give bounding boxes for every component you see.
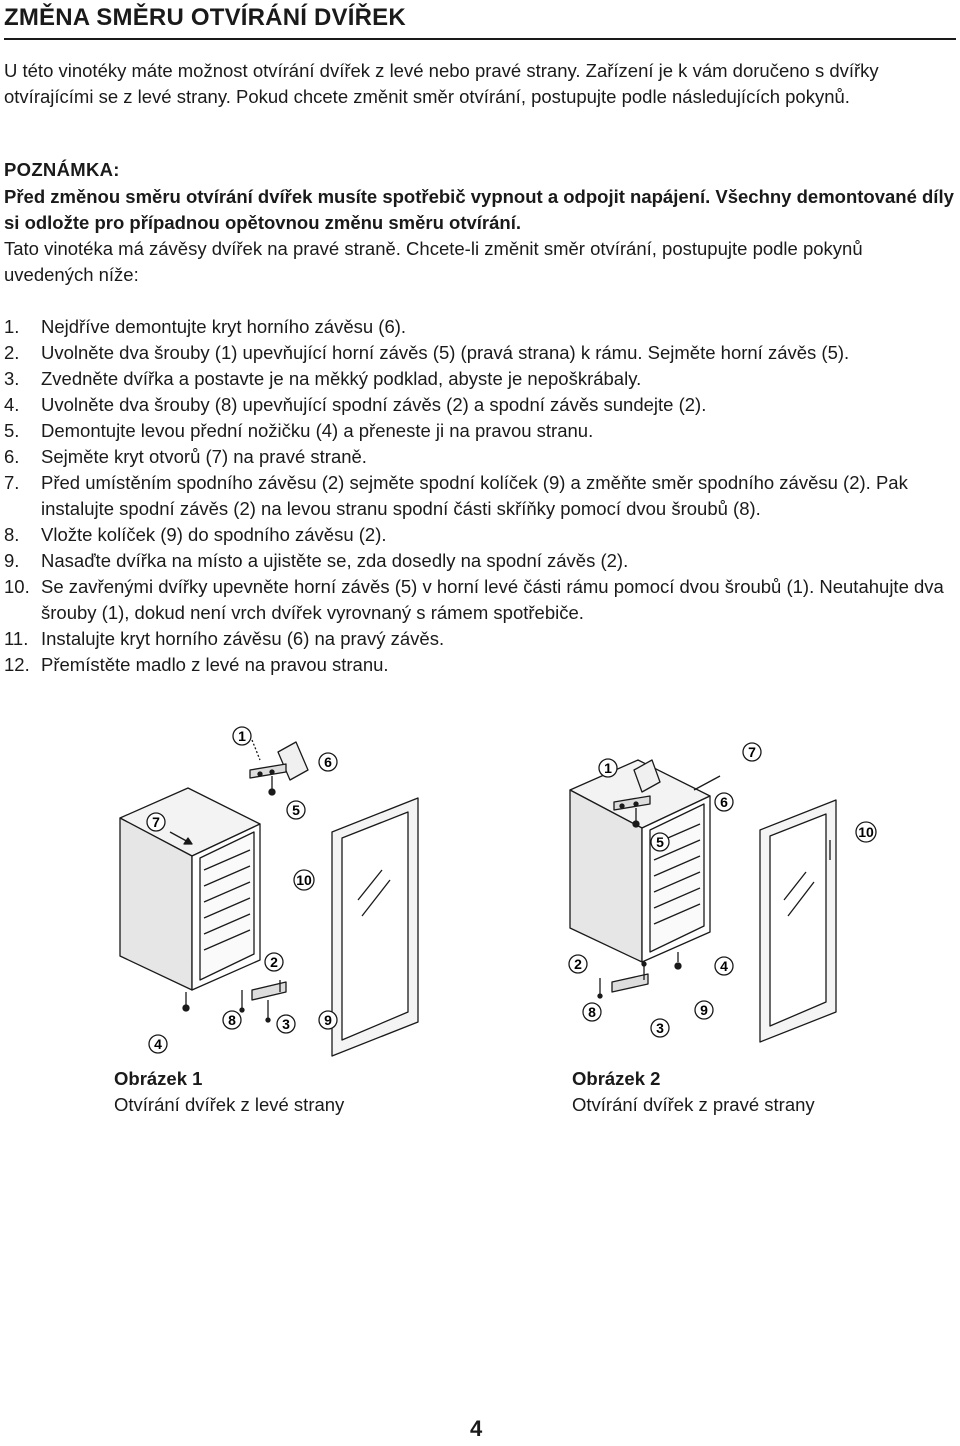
step-number: 5. [4, 420, 20, 441]
intro-paragraph: U této vinotéky máte možnost otvírání dvířek z levé nebo pravé strany. Zařízení je k vám doručeno s dvířky otvírajícími se z levé strany. Pokud chcete změnit směr otvírání, postupujte podle následujících pokynů. [4, 60, 879, 107]
step-number: 6. [4, 446, 20, 467]
note-warning-text: Před změnou směru otvírání dvířek musíte spotřebič vypnout a odpojit napájení. Všechny demontované díly si odložte pro případnou opětovnou změnu směru otvírání. [4, 186, 954, 233]
callout-label-9: 9 [324, 1012, 332, 1028]
callout-label-6: 6 [324, 754, 332, 770]
step-text: Uvolněte dva šrouby (8) upevňující spodní závěs (2) a spodní závěs sundejte (2). [41, 394, 707, 415]
title-divider [4, 38, 956, 40]
callout-label-7: 7 [748, 744, 756, 760]
step-item [4, 366, 956, 392]
step-number: 8. [4, 524, 20, 545]
step-text: Přemístěte madlo z levé na pravou stranu. [41, 654, 389, 675]
callout-label-2: 2 [574, 956, 582, 972]
step-item [4, 392, 956, 418]
step-number: 1. [4, 316, 20, 337]
callout-label-4: 4 [154, 1036, 162, 1052]
callout-label-1: 1 [238, 728, 246, 744]
figure-1-illustration [100, 720, 440, 1060]
step-item [4, 314, 956, 340]
step-number: 10. [4, 576, 30, 597]
figure-1-caption [114, 1066, 344, 1118]
step-item [4, 340, 956, 366]
step-text: Nejdříve demontujte kryt horního závěsu (6). [41, 316, 407, 337]
callout-label-3: 3 [656, 1020, 664, 1036]
step-text: Demontujte levou přední nožičku (4) a přeneste ji na pravou stranu. [41, 420, 594, 441]
figure-1-diagram [100, 720, 440, 1060]
step-number: 11. [4, 628, 29, 649]
callout-label-7: 7 [152, 814, 160, 830]
step-text: Nasaďte dvířka na místo a ujistěte se, zda dosedly na spodní závěs (2). [41, 550, 629, 571]
callout-label-4: 4 [720, 958, 728, 974]
step-text: Vložte kolíček (9) do spodního závěsu (2). [41, 524, 387, 545]
instruction-steps [4, 314, 956, 678]
callout-label-8: 8 [228, 1012, 236, 1028]
callout-label-9: 9 [700, 1002, 708, 1018]
step-item [4, 522, 956, 548]
step-number: 12. [4, 654, 30, 675]
step-number: 9. [4, 550, 20, 571]
step-item [4, 574, 956, 626]
callout-label-1: 1 [604, 760, 612, 776]
step-number: 3. [4, 368, 20, 389]
callout-label-6: 6 [720, 794, 728, 810]
figure-2-caption [572, 1066, 815, 1118]
page-number: 4 [470, 1416, 483, 1441]
callout-label-3: 3 [282, 1016, 290, 1032]
step-text: Před umístěním spodního závěsu (2) sejměte spodní kolíček (9) a změňte směr spodního závěsu (2). Pak instalujte spodní závěs (2) na levou stranu spodní části skříňky pomocí dvou šroubů (8). [41, 472, 908, 519]
figure-2-caption-title: Obrázek 2 [572, 1068, 661, 1089]
step-number: 2. [4, 342, 20, 363]
step-text: Se zavřenými dvířky upevněte horní závěs (5) v horní levé části rámu pomocí dvou šroubů (1). Neutahujte dva šrouby (1), dokud není vrch dvířek vyrovnaný s rámem spotřebiče. [41, 576, 944, 623]
step-item [4, 626, 956, 652]
step-text: Instalujte kryt horního závěsu (6) na pravý závěs. [41, 628, 445, 649]
figure-1-caption-title: Obrázek 1 [114, 1068, 203, 1089]
step-item [4, 418, 956, 444]
step-text: Zvedněte dvířka a postavte je na měkký podklad, abyste je nepoškrábaly. [41, 368, 642, 389]
step-item [4, 652, 956, 678]
step-item [4, 470, 956, 522]
figure-1-caption-subtitle: Otvírání dvířek z levé strany [114, 1094, 345, 1115]
figure-2-caption-subtitle: Otvírání dvířek z pravé strany [572, 1094, 815, 1115]
callout-label-5: 5 [292, 802, 300, 818]
note-heading: POZNÁMKA: [4, 159, 120, 180]
step-text: Sejměte kryt otvorů (7) na pravé straně. [41, 446, 367, 467]
note-info-text: Tato vinotéka má závěsy dvířek na pravé straně. Chcete-li změnit směr otvírání, postupujte podle pokynů uvedených níže: [4, 238, 863, 285]
page-title: ZMĚNA SMĚRU OTVÍRÁNÍ DVÍŘEK [4, 4, 406, 31]
step-item [4, 548, 956, 574]
callout-label-10: 10 [858, 824, 874, 840]
step-item [4, 444, 956, 470]
callout-label-5: 5 [656, 834, 664, 850]
figure-2-illustration [560, 730, 900, 1050]
step-number: 4. [4, 394, 20, 415]
figure-2-diagram [560, 730, 900, 1050]
callout-label-2: 2 [270, 954, 278, 970]
callout-label-8: 8 [588, 1004, 596, 1020]
callout-label-10: 10 [296, 872, 312, 888]
step-number: 7. [4, 472, 20, 493]
step-text: Uvolněte dva šrouby (1) upevňující horní závěs (5) (pravá strana) k rámu. Sejměte horní závěs (5). [41, 342, 850, 363]
